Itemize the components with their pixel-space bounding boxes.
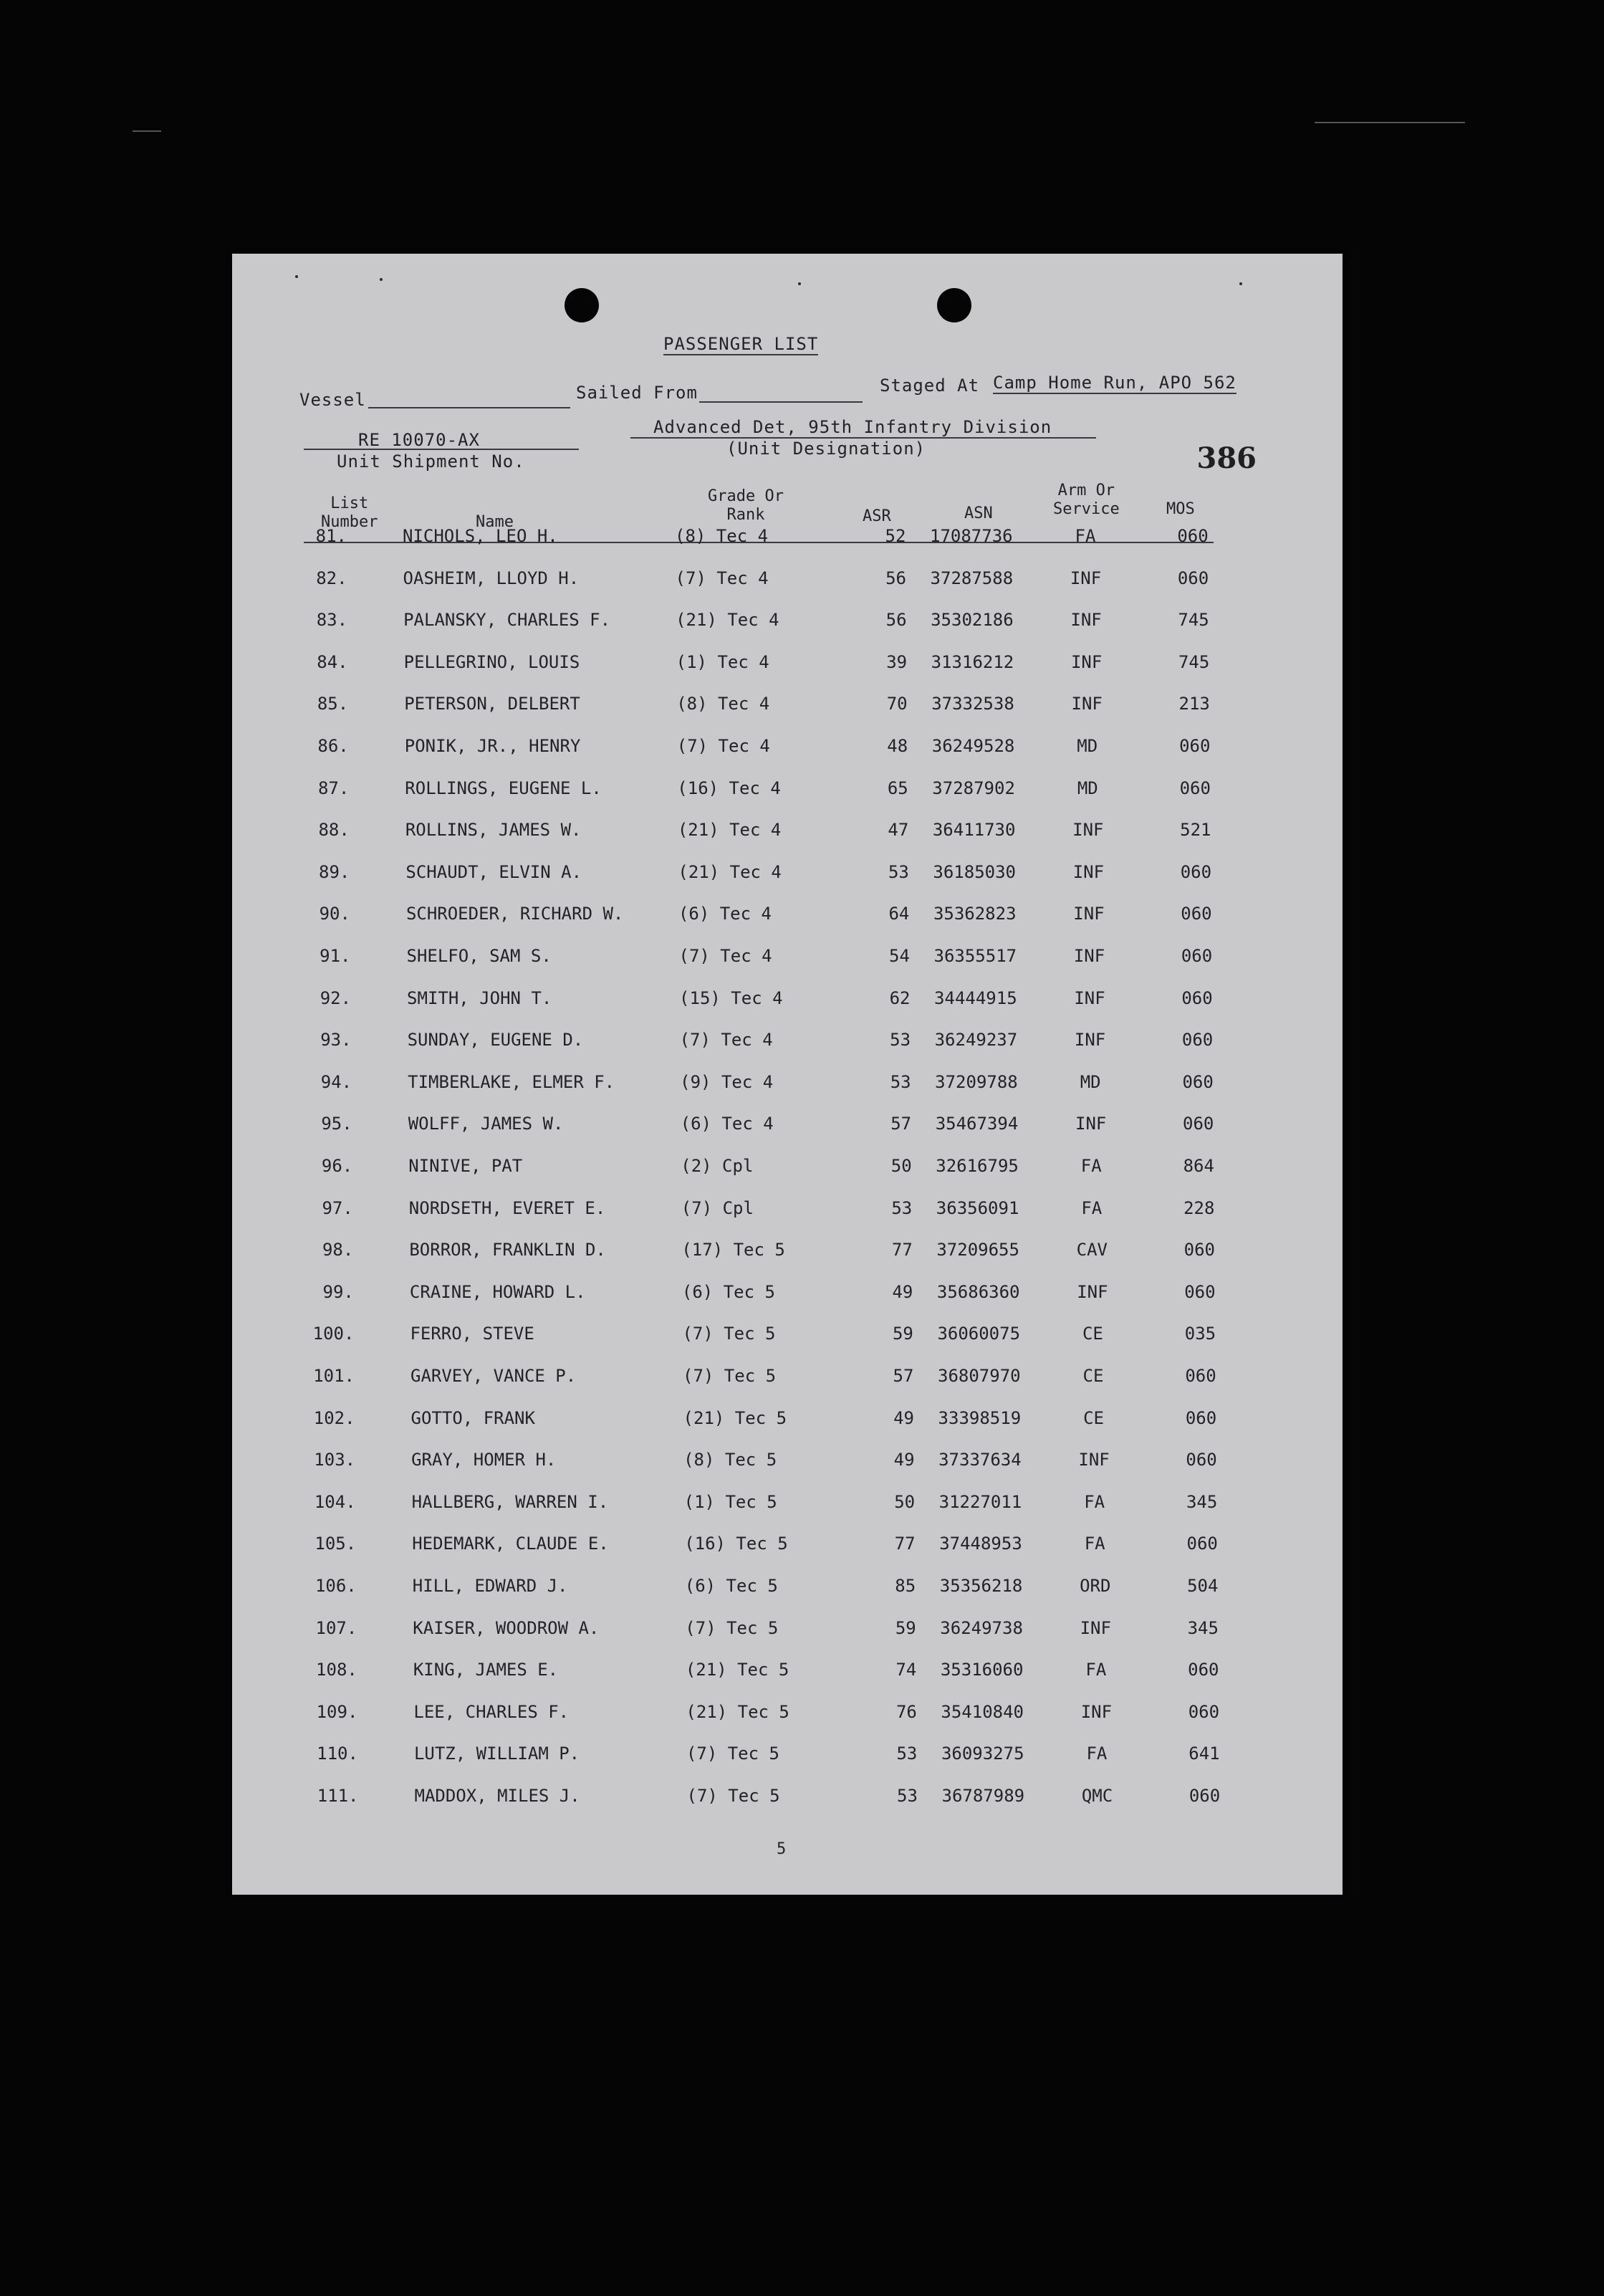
asn-number: 35316060 [940, 1660, 1024, 1680]
grade-rank: (15) Tec 4 [679, 987, 783, 1008]
arm-service: INF [1072, 820, 1104, 841]
asr-score: 50 [890, 1156, 912, 1176]
passenger-name: ROLLINS, JAMES W. [405, 820, 582, 841]
asn-number: 35686360 [936, 1281, 1020, 1302]
asr-score: 65 [887, 778, 908, 798]
passenger-name: CRAINE, HOWARD L. [409, 1281, 586, 1302]
table-row [232, 1492, 1343, 1521]
asn-number: 36411730 [932, 820, 1016, 841]
passenger-name: NINIVE, PAT [408, 1156, 523, 1176]
unit-designation-value: Advanced Det, 95th Infantry Division [653, 417, 1052, 437]
asr-score: 50 [894, 1491, 916, 1512]
speck [798, 282, 801, 285]
grade-rank: (16) Tec 5 [684, 1534, 788, 1554]
list-number: 104. [314, 1491, 356, 1512]
passenger-name: LEE, CHARLES F. [413, 1701, 570, 1722]
passenger-name: KING, JAMES E. [413, 1660, 559, 1680]
list-number: 101. [313, 1366, 355, 1386]
asn-number: 36249738 [940, 1617, 1023, 1638]
arm-service: ORD [1080, 1576, 1111, 1596]
asr-score: 59 [892, 1324, 913, 1344]
table-row [232, 1198, 1343, 1227]
mos-code: 060 [1184, 1281, 1216, 1302]
arm-service: INF [1071, 694, 1103, 714]
arm-service: MD [1080, 1071, 1101, 1092]
asr-score: 53 [888, 861, 909, 882]
asr-score: 59 [895, 1617, 916, 1638]
table-row [232, 1030, 1343, 1058]
arm-service: INF [1074, 1030, 1106, 1051]
mos-code: 060 [1185, 1407, 1217, 1428]
punch-hole [937, 288, 971, 322]
mos-code: 060 [1183, 1240, 1216, 1261]
list-number: 109. [316, 1701, 358, 1722]
table-row [232, 1534, 1343, 1562]
col-header-grade: Grade Or Rank [708, 487, 784, 524]
grade-rank: (21) Tec 4 [676, 610, 779, 631]
list-number: 107. [315, 1617, 357, 1638]
table-row [232, 946, 1343, 975]
asr-score: 49 [893, 1450, 915, 1470]
asn-number: 37337634 [938, 1450, 1022, 1470]
mos-code: 060 [1181, 904, 1212, 924]
asr-score: 85 [895, 1576, 916, 1596]
passenger-name: KAISER, WOODROW A. [413, 1617, 600, 1638]
list-number: 82. [316, 568, 347, 588]
passenger-name: PETERSON, DELBERT [404, 694, 580, 714]
arm-service: QMC [1081, 1786, 1113, 1806]
mos-code: 060 [1185, 1366, 1216, 1386]
asr-score: 47 [888, 820, 909, 841]
asr-score: 49 [893, 1407, 914, 1428]
passenger-name: TIMBERLAKE, ELMER F. [408, 1071, 615, 1092]
asn-number: 36249528 [931, 736, 1015, 756]
list-number: 83. [316, 610, 348, 631]
arm-service: INF [1077, 1281, 1108, 1302]
mos-code: 641 [1188, 1743, 1220, 1764]
sailed-from-blank [699, 401, 863, 403]
table-row [232, 862, 1343, 891]
passenger-name: PALANSKY, CHARLES F. [403, 610, 611, 631]
mos-code: 060 [1177, 526, 1209, 546]
mos-code: 060 [1179, 736, 1211, 756]
grade-rank: (8) Tec 4 [676, 694, 770, 714]
table-row [232, 1324, 1343, 1352]
asn-number: 36185030 [933, 861, 1016, 882]
mos-code: 060 [1183, 1114, 1214, 1134]
mos-code: 060 [1181, 1030, 1214, 1051]
asn-number: 31227011 [938, 1491, 1022, 1512]
list-number: 111. [317, 1786, 359, 1806]
table-row [232, 1156, 1343, 1185]
grade-rank: (16) Tec 4 [677, 778, 781, 798]
list-number: 85. [317, 694, 349, 714]
asn-number: 36807970 [938, 1366, 1021, 1386]
mos-code: 060 [1188, 1701, 1220, 1722]
arm-service: CE [1082, 1324, 1103, 1344]
list-number: 98. [322, 1240, 354, 1261]
asn-number: 37332538 [931, 694, 1014, 714]
grade-rank: (7) Tec 5 [683, 1366, 777, 1386]
arm-service: INF [1070, 610, 1102, 631]
list-number: 92. [320, 987, 352, 1008]
grade-rank: (7) Tec 4 [678, 946, 772, 966]
asr-score: 53 [897, 1786, 918, 1806]
table-row [232, 1618, 1343, 1647]
page-number: 386 [1196, 441, 1257, 475]
asn-number: 35356218 [939, 1576, 1023, 1596]
list-number: 105. [314, 1534, 357, 1554]
table-row [232, 1786, 1343, 1814]
arm-service: FA [1085, 1660, 1107, 1680]
mos-code: 060 [1181, 946, 1213, 966]
mos-code: 060 [1188, 1786, 1221, 1806]
mos-code: 864 [1183, 1156, 1214, 1176]
mos-code: 035 [1184, 1324, 1216, 1344]
asr-score: 64 [888, 904, 910, 924]
table-row [232, 1282, 1343, 1311]
arm-service: MD [1077, 736, 1098, 756]
passenger-name: SCHROEDER, RICHARD W. [405, 904, 624, 924]
passenger-name: OASHEIM, LLOYD H. [403, 568, 580, 588]
asr-score: 57 [890, 1114, 912, 1134]
sailed-from-label: Sailed From [576, 383, 698, 403]
passenger-name: SMITH, JOHN T. [407, 987, 552, 1008]
list-number: 89. [319, 861, 350, 882]
arm-service: INF [1073, 946, 1105, 966]
list-number: 102. [313, 1407, 355, 1428]
arm-service: CAV [1076, 1240, 1108, 1261]
asn-number: 37287588 [930, 568, 1014, 588]
grade-rank: (7) Tec 5 [685, 1617, 779, 1638]
table-row [232, 568, 1343, 597]
asn-number: 37209655 [936, 1240, 1019, 1261]
grade-rank: (7) Cpl [681, 1197, 754, 1218]
passenger-name: GARVEY, VANCE P. [410, 1366, 577, 1386]
asr-score: 77 [891, 1240, 913, 1261]
scan-edge-mark [1315, 122, 1465, 123]
unit-shipment-line [304, 449, 579, 450]
col-header-list-number: List Number [321, 494, 378, 531]
list-number: 106. [314, 1576, 357, 1596]
asr-score: 52 [885, 526, 906, 546]
asr-score: 53 [891, 1197, 913, 1218]
asn-number: 35467394 [935, 1114, 1019, 1134]
grade-rank: (21) Tec 4 [677, 820, 782, 841]
grade-rank: (7) Tec 4 [675, 568, 769, 588]
table-row [232, 778, 1343, 807]
asr-score: 70 [886, 694, 908, 714]
arm-service: FA [1084, 1534, 1105, 1554]
col-header-name: Name [476, 513, 514, 531]
mos-code: 213 [1178, 694, 1210, 714]
passenger-name: NICHOLS, LEO H. [403, 526, 558, 546]
grade-rank: (7) Tec 5 [686, 1786, 780, 1806]
grade-rank: (2) Cpl [681, 1156, 754, 1176]
passenger-list-page [232, 254, 1343, 1895]
list-number: 96. [321, 1156, 353, 1176]
grade-rank: (21) Tec 5 [686, 1701, 789, 1722]
grade-rank: (1) Tec 4 [676, 651, 769, 672]
passenger-name: MADDOX, MILES J. [414, 1786, 580, 1806]
list-number: 94. [320, 1071, 352, 1092]
col-header-asr: ASR [863, 507, 891, 525]
table-row [232, 1660, 1343, 1688]
list-number: 90. [319, 904, 350, 924]
mos-code: 060 [1186, 1450, 1217, 1470]
passenger-name: GRAY, HOMER H. [411, 1450, 557, 1470]
unit-shipment-value: RE 10070-AX [358, 430, 480, 450]
vessel-blank [368, 407, 570, 408]
passenger-name: SUNDAY, EUGENE D. [407, 1030, 584, 1051]
list-number: 108. [316, 1660, 357, 1680]
arm-service: INF [1073, 904, 1105, 924]
asn-number: 36093275 [941, 1743, 1024, 1764]
table-row [232, 1366, 1343, 1395]
arm-service: INF [1072, 861, 1105, 882]
list-number: 91. [320, 946, 351, 966]
table-row [232, 1702, 1343, 1731]
asr-score: 53 [890, 1030, 911, 1051]
mos-code: 228 [1183, 1197, 1215, 1218]
scan-edge-mark [133, 130, 161, 132]
grade-rank: (7) Tec 5 [682, 1324, 776, 1344]
passenger-name: PONIK, JR., HENRY [404, 736, 581, 756]
arm-service: FA [1086, 1743, 1108, 1764]
mos-code: 060 [1181, 987, 1213, 1008]
asr-score: 74 [895, 1660, 917, 1680]
col-header-mos: MOS [1166, 500, 1195, 518]
list-number: 100. [312, 1324, 355, 1344]
passenger-name: HEDEMARK, CLAUDE E. [412, 1534, 609, 1554]
passenger-name: SHELFO, SAM S. [406, 946, 552, 966]
list-number: 81. [315, 526, 347, 546]
grade-rank: (21) Tec 5 [683, 1407, 787, 1428]
mos-code: 504 [1187, 1576, 1219, 1596]
mos-code: 345 [1186, 1491, 1218, 1512]
passenger-name: WOLFF, JAMES W. [408, 1114, 564, 1134]
grade-rank: (6) Tec 4 [678, 904, 772, 924]
passenger-name: GOTTO, FRANK [410, 1407, 535, 1428]
passenger-name: SCHAUDT, ELVIN A. [405, 861, 582, 882]
table-row [232, 652, 1343, 681]
asn-number: 32616795 [936, 1156, 1019, 1176]
unit-designation-label: (Unit Designation) [726, 439, 926, 459]
passenger-name: LUTZ, WILLIAM P. [413, 1743, 580, 1764]
arm-service: INF [1078, 1450, 1110, 1470]
grade-rank: (7) Tec 5 [686, 1743, 779, 1764]
asr-score: 56 [885, 610, 907, 631]
mos-code: 060 [1182, 1071, 1214, 1092]
asr-score: 48 [887, 736, 908, 756]
grade-rank: (17) Tec 5 [681, 1240, 785, 1261]
vessel-label: Vessel [299, 390, 366, 410]
asr-score: 49 [892, 1281, 913, 1302]
asr-score: 39 [886, 651, 908, 672]
table-row [232, 904, 1343, 932]
table-row [232, 1072, 1343, 1101]
grade-rank: (7) Tec 4 [679, 1030, 773, 1051]
form-title: PASSENGER LIST [663, 334, 819, 354]
table-row [232, 1743, 1343, 1772]
passenger-name: HALLBERG, WARREN I. [411, 1491, 609, 1512]
passenger-name: PELLEGRINO, LOUIS [403, 651, 580, 672]
passenger-name: ROLLINGS, EUGENE L. [405, 778, 602, 798]
list-number: 110. [317, 1743, 358, 1764]
staged-at-value: Camp Home Run, APO 562 [993, 373, 1236, 393]
asn-number: 37287902 [932, 778, 1015, 798]
list-number: 99. [322, 1281, 354, 1302]
table-row [232, 820, 1343, 848]
arm-service: FA [1084, 1491, 1105, 1512]
asr-score: 56 [885, 568, 906, 588]
arm-service: INF [1080, 1617, 1111, 1638]
asn-number: 36355517 [933, 946, 1017, 966]
table-row [232, 1576, 1343, 1604]
unit-shipment-label: Unit Shipment No. [337, 451, 525, 472]
asr-score: 62 [889, 987, 911, 1008]
table-row [232, 1240, 1343, 1268]
grade-rank: (8) Tec 4 [675, 526, 769, 546]
footer-page-mark: 5 [777, 1840, 787, 1858]
list-number: 88. [318, 820, 350, 841]
grade-rank: (1) Tec 5 [683, 1491, 777, 1512]
table-row [232, 526, 1343, 555]
grade-rank: (9) Tec 4 [680, 1071, 774, 1092]
mos-code: 060 [1180, 861, 1212, 882]
passenger-name: BORROR, FRANKLIN D. [409, 1240, 606, 1261]
col-header-asn: ASN [964, 504, 993, 522]
arm-service: CE [1083, 1407, 1104, 1428]
asn-number: 36787989 [941, 1786, 1025, 1806]
passenger-name: FERRO, STEVE [410, 1324, 534, 1344]
list-number: 87. [317, 778, 350, 798]
arm-service: INF [1070, 568, 1102, 588]
asn-number: 36060075 [937, 1324, 1021, 1344]
list-number: 103. [314, 1450, 356, 1470]
asn-number: 37209788 [935, 1071, 1018, 1092]
mos-code: 345 [1187, 1617, 1219, 1638]
table-row [232, 694, 1343, 722]
asr-score: 76 [895, 1701, 917, 1722]
arm-service: INF [1074, 987, 1105, 1008]
speck [1239, 282, 1242, 285]
asr-score: 77 [894, 1534, 916, 1554]
grade-rank: (21) Tec 5 [685, 1660, 789, 1680]
asn-number: 17087736 [930, 526, 1013, 546]
arm-service: CE [1082, 1366, 1104, 1386]
passenger-name: HILL, EDWARD J. [412, 1576, 568, 1596]
grade-rank: (6) Tec 5 [684, 1576, 778, 1596]
list-number: 86. [317, 736, 349, 756]
mos-code: 060 [1179, 778, 1211, 798]
arm-service: INF [1075, 1114, 1107, 1134]
table-row [232, 1450, 1343, 1478]
mos-code: 060 [1177, 568, 1209, 588]
mos-code: 521 [1180, 820, 1211, 841]
asn-number: 35410840 [941, 1701, 1024, 1722]
mos-code: 060 [1188, 1660, 1219, 1680]
table-row [232, 610, 1343, 638]
asn-number: 35362823 [933, 904, 1017, 924]
asn-number: 36356091 [936, 1197, 1019, 1218]
arm-service: FA [1080, 1156, 1102, 1176]
list-number: 93. [320, 1030, 352, 1051]
punch-hole [565, 288, 599, 322]
mos-code: 060 [1186, 1534, 1218, 1554]
col-header-arm: Arm Or Service [1053, 482, 1120, 518]
asn-number: 31316212 [931, 651, 1014, 672]
table-row [232, 988, 1343, 1017]
asr-score: 54 [889, 946, 910, 966]
speck [380, 278, 383, 281]
list-number: 97. [322, 1197, 353, 1218]
arm-service: FA [1075, 526, 1096, 546]
asn-number: 34444915 [934, 987, 1017, 1008]
arm-service: INF [1080, 1701, 1113, 1722]
list-number: 84. [317, 651, 348, 672]
grade-rank: (8) Tec 5 [683, 1450, 777, 1470]
asr-score: 53 [896, 1743, 918, 1764]
mos-code: 745 [1178, 651, 1210, 672]
grade-rank: (6) Tec 4 [680, 1114, 774, 1134]
grade-rank: (21) Tec 4 [678, 861, 782, 882]
arm-service: FA [1081, 1197, 1103, 1218]
asn-number: 33398519 [938, 1407, 1022, 1428]
table-row [232, 1408, 1343, 1437]
asn-number: 36249237 [934, 1030, 1018, 1051]
passenger-name: NORDSETH, EVERET E. [408, 1197, 606, 1218]
staged-at-label: Staged At [880, 376, 980, 396]
mos-code: 745 [1178, 610, 1209, 631]
asr-score: 53 [890, 1071, 911, 1092]
table-row [232, 1114, 1343, 1142]
grade-rank: (7) Tec 4 [676, 736, 770, 756]
grade-rank: (6) Tec 5 [681, 1281, 775, 1302]
list-number: 95. [321, 1114, 352, 1134]
asr-score: 57 [893, 1366, 914, 1386]
speck [295, 275, 298, 278]
arm-service: MD [1077, 778, 1098, 798]
arm-service: INF [1070, 651, 1103, 672]
asn-number: 35302186 [931, 610, 1014, 631]
table-row [232, 736, 1343, 765]
asn-number: 37448953 [939, 1534, 1022, 1554]
